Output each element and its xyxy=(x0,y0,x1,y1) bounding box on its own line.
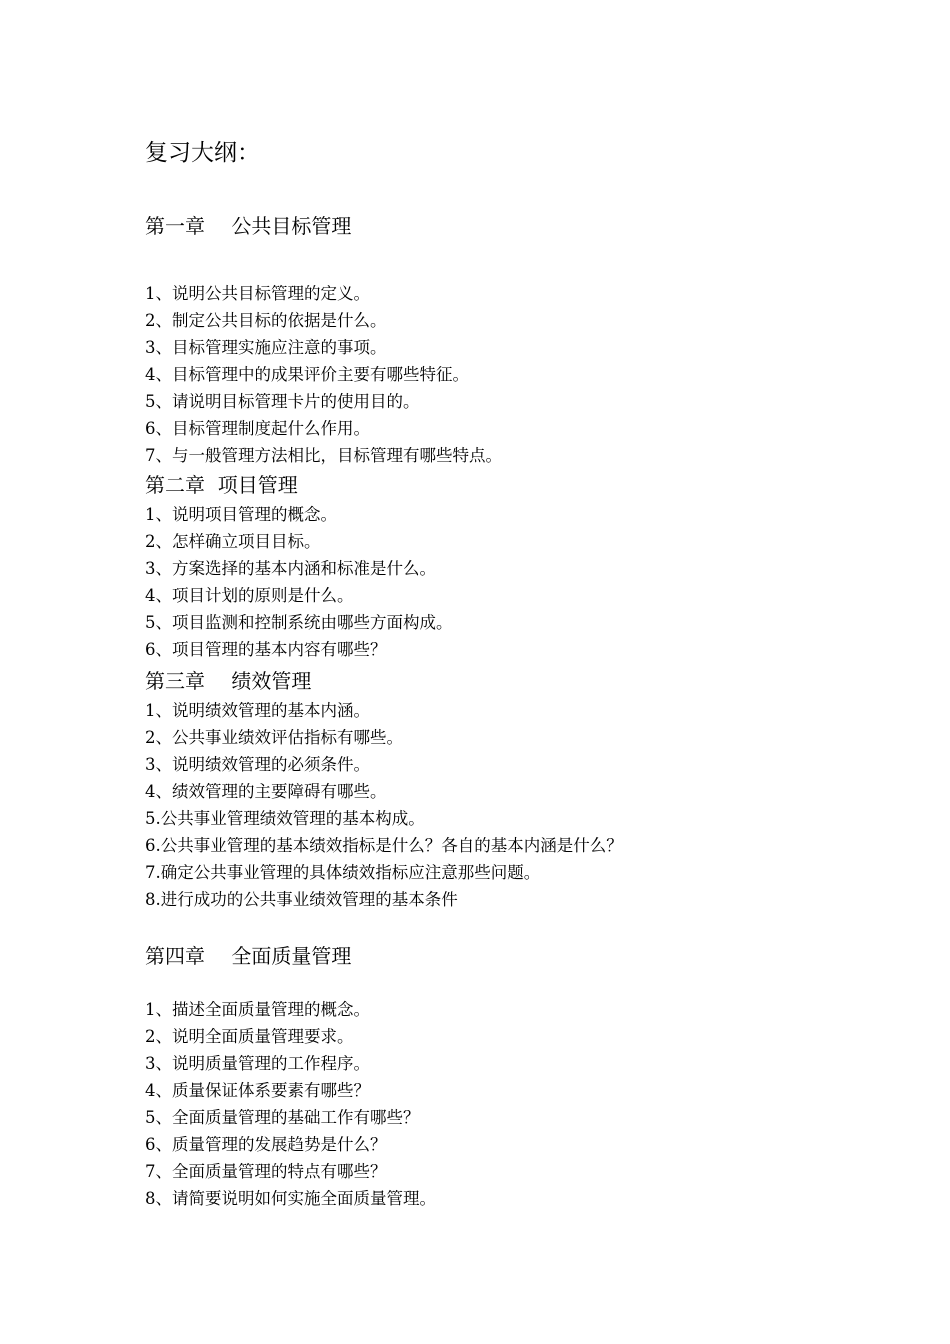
question-item: 7、与一般管理方法相比，目标管理有哪些特点。 xyxy=(145,446,502,465)
question-item: 8.进行成功的公共事业绩效管理的基本条件 xyxy=(145,890,458,909)
question-item: 1、描述全面质量管理的概念。 xyxy=(145,1000,370,1019)
chapter-2-heading: 第二章 项目管理 xyxy=(145,473,298,497)
question-item: 4、目标管理中的成果评价主要有哪些特征。 xyxy=(145,365,469,384)
chapter-1-question-list xyxy=(145,280,502,469)
chapter-1-heading: 第一章 公共目标管理 xyxy=(145,214,352,238)
question-item: 6、质量管理的发展趋势是什么？ xyxy=(145,1135,387,1154)
question-item: 4、绩效管理的主要障碍有哪些。 xyxy=(145,782,387,801)
question-item: 7、全面质量管理的特点有哪些？ xyxy=(145,1162,387,1181)
document-title: 复习大纲： xyxy=(145,140,260,166)
question-item: 4、质量保证体系要素有哪些？ xyxy=(145,1081,370,1100)
question-item: 7.确定公共事业管理的具体绩效指标应注意那些问题。 xyxy=(145,863,541,882)
question-item: 3、说明质量管理的工作程序。 xyxy=(145,1054,370,1073)
question-item: 3、目标管理实施应注意的事项。 xyxy=(145,338,387,357)
question-item: 4、项目计划的原则是什么。 xyxy=(145,586,354,605)
chapter-4-heading: 第四章 全面质量管理 xyxy=(145,944,352,968)
question-item: 5、项目监测和控制系统由哪些方面构成。 xyxy=(145,613,453,632)
question-item: 3、说明绩效管理的必须条件。 xyxy=(145,755,370,774)
question-item: 6、目标管理制度起什么作用。 xyxy=(145,419,370,438)
question-item: 5、请说明目标管理卡片的使用目的。 xyxy=(145,392,420,411)
question-item: 2、说明全面质量管理要求。 xyxy=(145,1027,354,1046)
question-item: 1、说明公共目标管理的定义。 xyxy=(145,284,370,303)
chapter-3-heading: 第三章 绩效管理 xyxy=(145,669,312,693)
question-item: 8、请简要说明如何实施全面质量管理。 xyxy=(145,1189,436,1208)
question-item: 2、制定公共目标的依据是什么。 xyxy=(145,311,387,330)
question-item: 3、方案选择的基本内涵和标准是什么。 xyxy=(145,559,436,578)
question-item: 2、公共事业绩效评估指标有哪些。 xyxy=(145,728,403,747)
question-item: 5、全面质量管理的基础工作有哪些？ xyxy=(145,1108,420,1127)
question-item: 2、怎样确立项目目标。 xyxy=(145,532,321,551)
question-item: 1、说明项目管理的概念。 xyxy=(145,505,337,524)
question-item: 6.公共事业管理的基本绩效指标是什么？各自的基本内涵是什么？ xyxy=(145,836,623,855)
question-item: 5.公共事业管理绩效管理的基本构成。 xyxy=(145,809,425,828)
chapter-4-question-list xyxy=(145,996,436,1212)
question-item: 1、说明绩效管理的基本内涵。 xyxy=(145,701,370,720)
chapter-2-question-list xyxy=(145,501,453,663)
question-item: 6、项目管理的基本内容有哪些？ xyxy=(145,640,387,659)
chapter-3-question-list xyxy=(145,697,623,913)
